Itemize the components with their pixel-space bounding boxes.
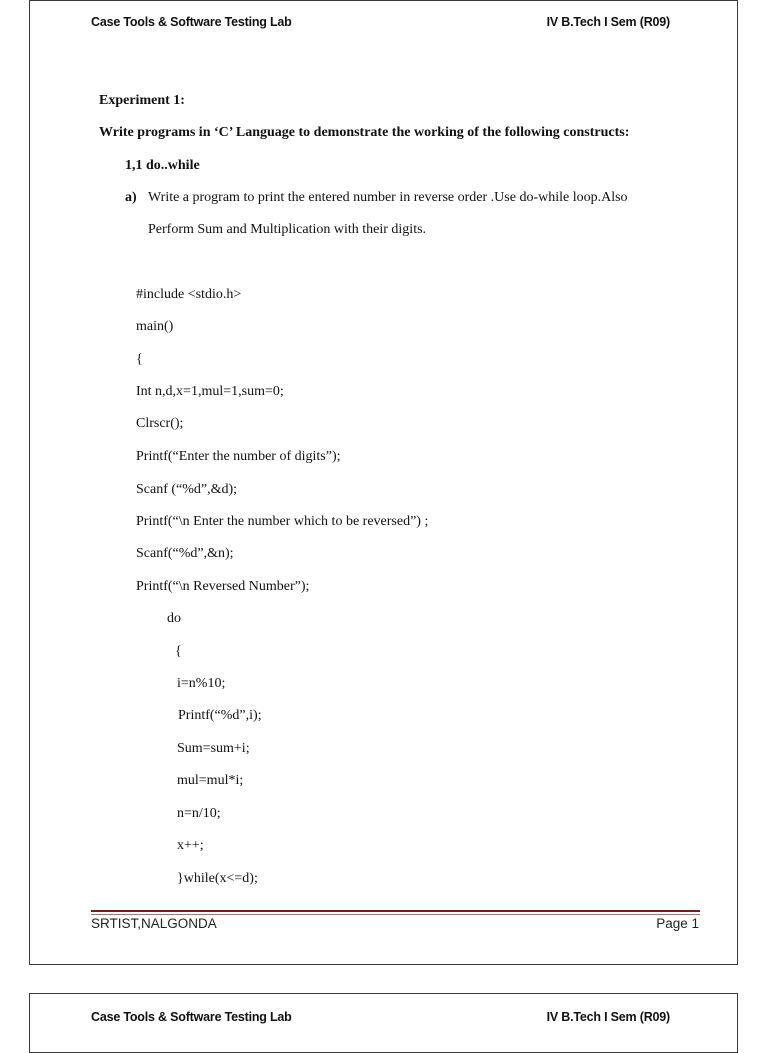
section-title: 1,1 do..while [125, 158, 200, 173]
item-description-line-1: Write a program to print the entered number in reverse order .Use do-while loop.Also [148, 190, 628, 205]
header-semester: IV B.Tech I Sem (R09) [546, 1010, 670, 1024]
document-page-1 [29, 0, 738, 965]
code-line: Scanf (“%d”,&d); [136, 482, 238, 497]
footer-page-number: Page 1 [656, 916, 699, 931]
code-line: Printf(“\n Enter the number which to be reversed”) ; [136, 514, 429, 529]
code-line: Printf(“\n Reversed Number”); [136, 579, 310, 594]
code-line: do [167, 611, 181, 626]
code-line: i=n%10; [177, 676, 226, 691]
code-line: Int n,d,x=1,mul=1,sum=0; [136, 384, 284, 399]
header-semester: IV B.Tech I Sem (R09) [546, 15, 670, 29]
code-line: #include <stdio.h> [136, 287, 242, 302]
experiment-title: Experiment 1: [99, 93, 185, 108]
page-header [91, 15, 670, 29]
document-page-2 [29, 993, 738, 1053]
code-line: main() [136, 319, 174, 334]
code-line: mul=mul*i; [177, 773, 244, 788]
code-line: Sum=sum+i; [177, 741, 250, 756]
experiment-heading: Write programs in ‘C’ Language to demonstrate the working of the following constructs: [99, 125, 630, 140]
code-line: { [136, 352, 143, 367]
header-course-title: Case Tools & Software Testing Lab [91, 15, 292, 29]
page-footer [91, 916, 699, 931]
code-line: Clrscr(); [136, 416, 184, 431]
item-description-line-2: Perform Sum and Multiplication with their digits. [148, 222, 427, 237]
page-header [91, 1010, 670, 1024]
code-line: }while(x<=d); [177, 871, 258, 886]
code-line: Printf(“%d”,i); [178, 708, 262, 723]
header-course-title: Case Tools & Software Testing Lab [91, 1010, 292, 1024]
item-marker: a) [125, 190, 137, 205]
footer-institution: SRTIST,NALGONDA [91, 916, 217, 931]
footer-rule-thin [91, 914, 700, 915]
code-line: Scanf(“%d”,&n); [136, 546, 234, 561]
footer-rule [91, 910, 700, 912]
code-line: x++; [177, 838, 204, 853]
code-line: { [175, 644, 182, 659]
code-line: n=n/10; [177, 806, 221, 821]
code-line: Printf(“Enter the number of digits”); [136, 449, 341, 464]
